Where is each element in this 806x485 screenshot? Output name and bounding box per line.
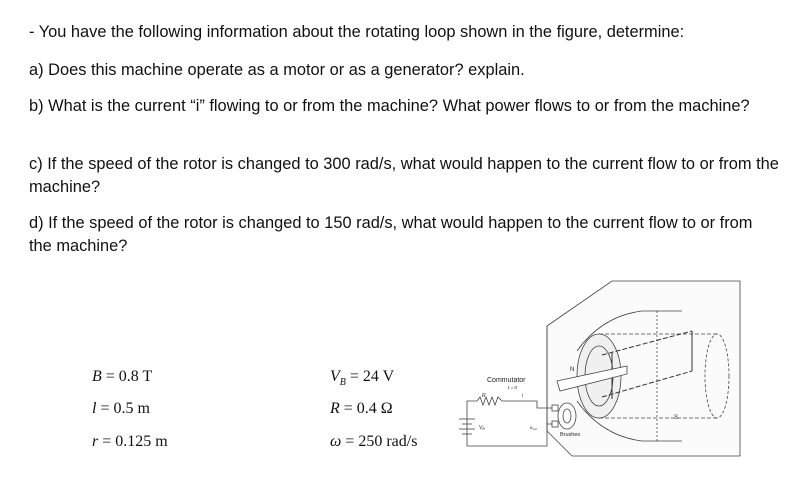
omega-symbol: ω [330, 433, 342, 450]
magnet-block [547, 281, 740, 456]
south-pole-label: S [674, 415, 679, 421]
omega-value: = 250 rad/s [341, 433, 418, 450]
VB-label-symbol: V [479, 425, 483, 431]
given-r [92, 433, 168, 451]
B-symbol: B [92, 368, 102, 385]
VB-label [479, 425, 485, 431]
VB-symbol: V [330, 368, 340, 385]
given-l [92, 400, 150, 418]
question-d: d) If the speed of the rotor is changed to 150 rad/s, what would happen to the current flow to or from the machine? [29, 214, 753, 255]
given-VB [330, 368, 394, 388]
B-value: = 0.8 T [101, 368, 153, 385]
eind-label [530, 425, 537, 431]
given-B [92, 368, 152, 386]
r-value: = 0.125 m [98, 433, 168, 450]
eind-subscript: ind [532, 427, 537, 431]
given-R [330, 400, 393, 418]
l-symbol: l [92, 400, 97, 417]
t0-label: t = 0 [508, 385, 517, 390]
question-a: a) Does this machine operate as a motor or as a generator? explain. [29, 61, 525, 79]
VB-value: = 24 V [345, 368, 395, 385]
R-value: = 0.4 Ω [339, 400, 393, 417]
VB-subscript: B [339, 377, 346, 389]
question-b: b) What is the current “i” flowing to or from the machine? What power flows to or from the machine? [29, 97, 750, 115]
given-omega [330, 433, 417, 451]
l-value: = 0.5 m [96, 400, 150, 417]
question-c: c) If the speed of the rotor is changed to 300 rad/s, what would happen to the current flow to or from the machine? [29, 155, 779, 196]
external-circuit [459, 397, 552, 446]
north-pole-label: N [570, 367, 575, 373]
current-label: i [522, 393, 524, 399]
brushes-label: Brushes [560, 432, 581, 438]
rotating-loop-figure [452, 271, 742, 461]
eind-symbol: e [530, 425, 533, 430]
R-label: R [482, 393, 486, 399]
R-symbol: R [330, 400, 340, 417]
VB-label-subscript: B [482, 427, 485, 431]
r-symbol: r [92, 433, 99, 450]
intro-text: - You have the following information about the rotating loop shown in the figure, determine: [29, 23, 685, 41]
commutator-label: Commutator [487, 377, 526, 384]
